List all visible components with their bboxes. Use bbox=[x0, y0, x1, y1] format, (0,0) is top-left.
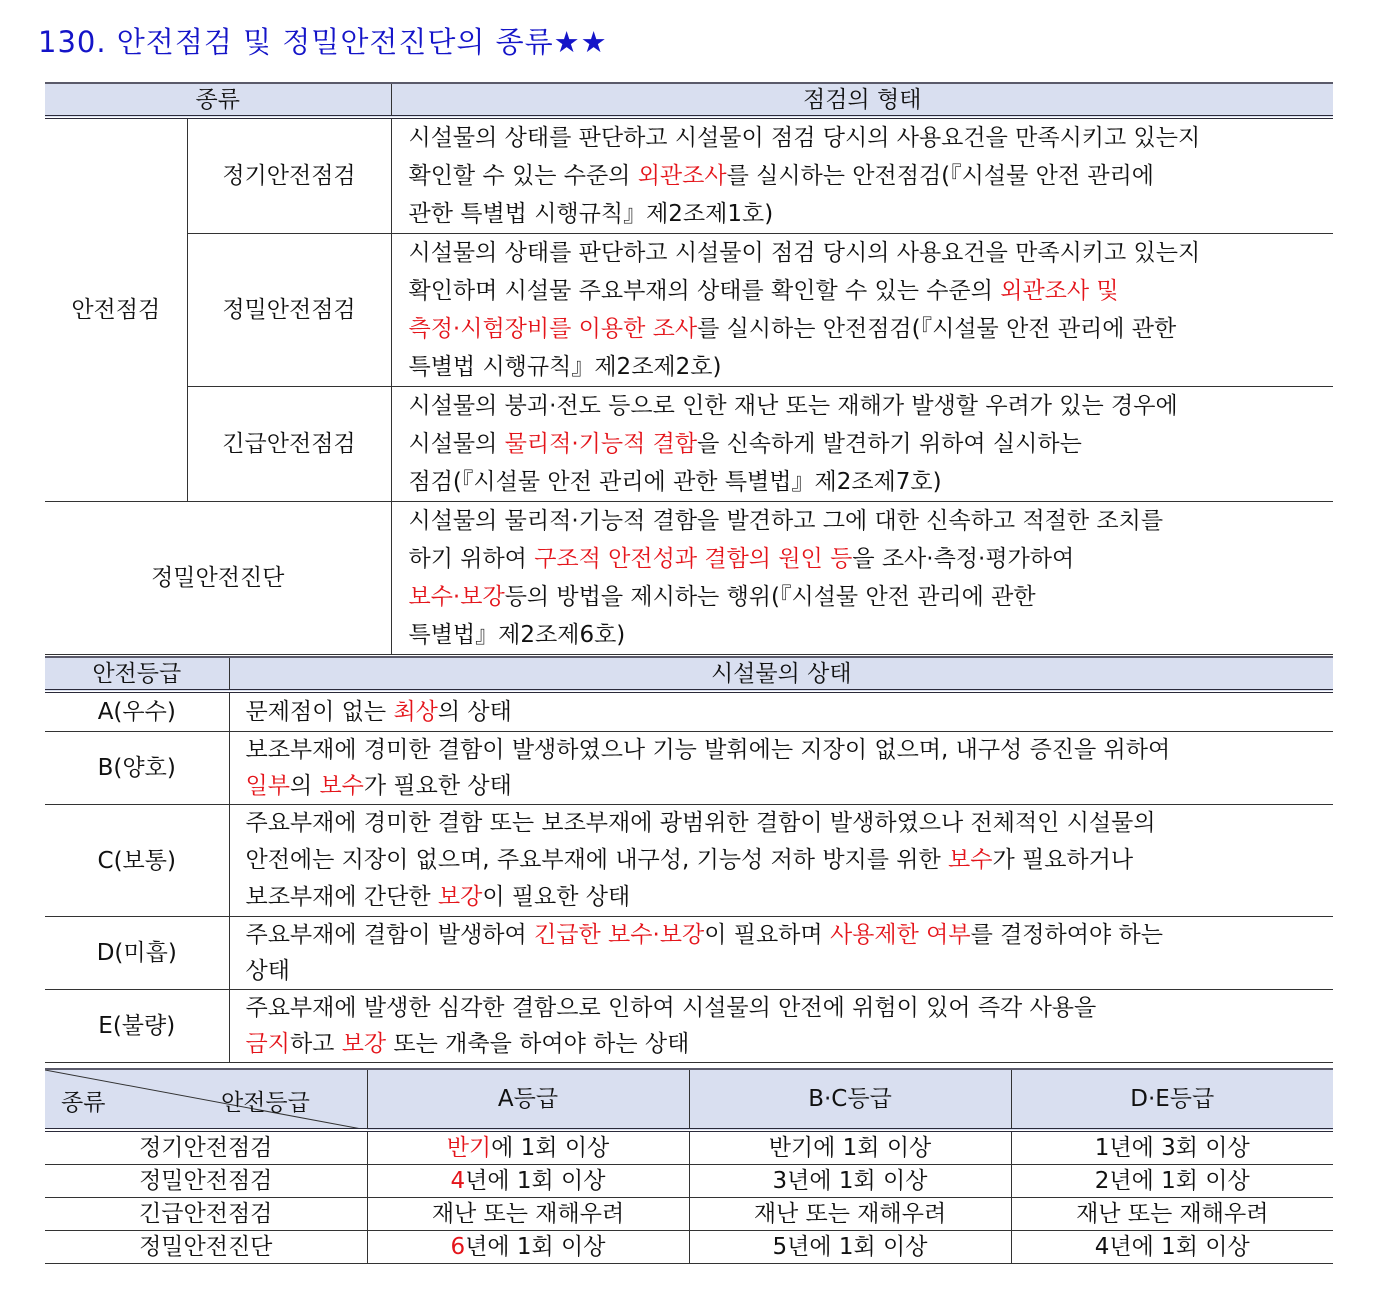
text-line bbox=[409, 348, 1320, 386]
text-line bbox=[246, 768, 1320, 804]
type-name: 정밀안전점검 bbox=[187, 234, 391, 387]
table-row bbox=[45, 732, 1333, 805]
text-run: 이 필요한 상태 bbox=[482, 884, 631, 910]
corner-header bbox=[45, 1069, 367, 1130]
frequency-cell bbox=[689, 1130, 1011, 1165]
text-line bbox=[246, 805, 1320, 842]
text-run: 2년에 1회 이상 bbox=[1094, 1168, 1250, 1194]
table-row bbox=[45, 117, 1333, 234]
text-line bbox=[409, 578, 1320, 616]
text-run: 하고 bbox=[289, 1031, 342, 1057]
text-run: 4년에 1회 이상 bbox=[1094, 1234, 1250, 1260]
col-header-form: 점검의 형태 bbox=[391, 83, 1333, 117]
grade-label: E(불량) bbox=[45, 990, 229, 1063]
row-label: 정밀안전진단 bbox=[45, 1231, 367, 1264]
corner-label-grade: 안전등급 bbox=[221, 1090, 310, 1116]
grade-description bbox=[229, 732, 1333, 805]
text-run: 1년에 3회 이상 bbox=[1094, 1135, 1250, 1161]
text-run: 시설물의 붕괴·전도 등으로 인한 재난 또는 재해가 발생할 우려가 있는 경우에 bbox=[408, 393, 1178, 419]
text-run: 3년에 1회 이상 bbox=[772, 1168, 928, 1194]
col-header-grade: 안전등급 bbox=[45, 657, 229, 691]
text-run: 보조부재에 경미한 결함이 발생하였으나 기능 발휘에는 지장이 없으며, 내구성 증진을 위하여 bbox=[245, 737, 1171, 763]
text-run: 에 1회 이상 bbox=[491, 1135, 610, 1161]
text-run: 이 필요하며 bbox=[704, 922, 830, 948]
text-run: 재난 또는 재해우려 bbox=[1076, 1201, 1269, 1227]
text-run: 관한 특별법 시행규칙』제2조제1호) bbox=[408, 201, 774, 227]
text-line bbox=[409, 425, 1320, 463]
grade-label: A(우수) bbox=[45, 691, 229, 732]
col-header-type: 종류 bbox=[45, 83, 391, 117]
col-header-de: D·E등급 bbox=[1011, 1069, 1333, 1130]
text-run: 하기 위하여 bbox=[408, 546, 535, 572]
inspection-frequency-table bbox=[45, 1068, 1333, 1264]
text-run: 의 상태 bbox=[437, 699, 512, 725]
text-run: 년에 1회 이상 bbox=[465, 1234, 606, 1260]
text-run: 을 조사·측정·평가하여 bbox=[852, 546, 1075, 572]
text-line bbox=[246, 879, 1320, 916]
text-run: 보조부재에 간단한 bbox=[245, 884, 438, 910]
highlight-text: 보강 bbox=[341, 1031, 387, 1057]
text-line bbox=[246, 990, 1320, 1026]
table-row bbox=[45, 1165, 1333, 1198]
grade-description bbox=[229, 917, 1333, 990]
text-run: 등의 방법을 제시하는 행위(『시설물 안전 관리에 관한 bbox=[504, 584, 1036, 610]
text-run: 또는 개축을 하여야 하는 상태 bbox=[386, 1031, 690, 1057]
text-run: 가 필요하거나 bbox=[992, 847, 1134, 873]
text-line bbox=[409, 195, 1320, 233]
row-label: 긴급안전점검 bbox=[45, 1198, 367, 1231]
col-header-bc: B·C등급 bbox=[689, 1069, 1011, 1130]
text-run: 주요부재에 발생한 심각한 결함으로 인하여 시설물의 안전에 위험이 있어 즉각 사용을 bbox=[245, 995, 1097, 1021]
highlight-text: 측정·시험장비를 이용한 조사 bbox=[408, 316, 698, 342]
highlight-text: 4 bbox=[450, 1168, 466, 1194]
text-run: 5년에 1회 이상 bbox=[772, 1234, 928, 1260]
text-run: 특별법 시행규칙』제2조제2호) bbox=[408, 354, 722, 380]
text-line bbox=[409, 387, 1320, 425]
text-line bbox=[246, 697, 1320, 727]
text-run: 상태 bbox=[245, 958, 290, 984]
text-line bbox=[246, 842, 1320, 879]
text-line bbox=[246, 732, 1320, 768]
grade-description bbox=[229, 691, 1333, 732]
highlight-text: 보수·보강 bbox=[408, 584, 505, 610]
text-run: 주요부재에 결함이 발생하여 bbox=[245, 922, 535, 948]
table-row bbox=[45, 805, 1333, 917]
frequency-cell bbox=[689, 1198, 1011, 1231]
type-description bbox=[391, 502, 1333, 655]
text-run: 를 실시하는 안전점검(『시설물 안전 관리에 관한 bbox=[697, 316, 1177, 342]
highlight-text: 금지 bbox=[245, 1031, 290, 1057]
table-row bbox=[45, 1198, 1333, 1231]
row-label: 정밀안전점검 bbox=[45, 1165, 367, 1198]
text-run: 가 필요한 상태 bbox=[363, 773, 512, 799]
text-line bbox=[246, 917, 1320, 953]
frequency-cell bbox=[1011, 1165, 1333, 1198]
type-description bbox=[391, 387, 1333, 502]
type-name: 긴급안전점검 bbox=[187, 387, 391, 502]
type-description bbox=[391, 117, 1333, 234]
text-line bbox=[409, 234, 1320, 272]
text-line bbox=[409, 540, 1320, 578]
safety-grade-table bbox=[45, 656, 1333, 1063]
frequency-cell bbox=[689, 1231, 1011, 1264]
table-row bbox=[45, 691, 1333, 732]
text-run: 년에 1회 이상 bbox=[465, 1168, 606, 1194]
corner-label-type: 종류 bbox=[61, 1090, 106, 1116]
text-run: 재난 또는 재해우려 bbox=[753, 1201, 947, 1227]
page-title: 130. 안전점검 및 정밀안전진단의 종류★★ bbox=[38, 25, 608, 59]
highlight-text: 구조적 안전성과 결함의 원인 등 bbox=[534, 546, 853, 572]
text-line bbox=[409, 119, 1320, 157]
frequency-cell bbox=[1011, 1130, 1333, 1165]
text-run: 시설물의 상태를 판단하고 시설물이 점검 당시의 사용요건을 만족시키고 있는지 bbox=[408, 125, 1201, 151]
table-row bbox=[45, 990, 1333, 1063]
frequency-cell bbox=[689, 1165, 1011, 1198]
table-row bbox=[45, 234, 1333, 387]
text-line bbox=[409, 463, 1320, 501]
grade-description bbox=[229, 805, 1333, 917]
text-run: 반기에 1회 이상 bbox=[768, 1135, 932, 1161]
group-label: 안전점검 bbox=[45, 117, 187, 502]
highlight-text: 물리적·기능적 결함 bbox=[504, 431, 698, 457]
col-header-a: A등급 bbox=[367, 1069, 689, 1130]
highlight-text: 일부 bbox=[245, 773, 290, 799]
table-row bbox=[45, 502, 1333, 655]
col-header-state: 시설물의 상태 bbox=[229, 657, 1333, 691]
text-run: 시설물의 상태를 판단하고 시설물이 점검 당시의 사용요건을 만족시키고 있는지 bbox=[408, 240, 1201, 266]
highlight-text: 긴급한 보수·보강 bbox=[534, 922, 705, 948]
text-line bbox=[246, 1026, 1320, 1062]
text-line bbox=[246, 953, 1320, 989]
text-run: 를 결정하여야 하는 bbox=[970, 922, 1163, 948]
type-name: 정기안전점검 bbox=[187, 117, 391, 234]
row-label: 정기안전점검 bbox=[45, 1130, 367, 1165]
grade-label: D(미흡) bbox=[45, 917, 229, 990]
highlight-text: 보수 bbox=[319, 773, 364, 799]
text-run: 안전에는 지장이 없으며, 주요부재에 내구성, 기능성 저하 방지를 위한 bbox=[245, 847, 949, 873]
frequency-cell bbox=[1011, 1198, 1333, 1231]
frequency-cell bbox=[367, 1198, 689, 1231]
text-run: 의 bbox=[289, 773, 320, 799]
type-name: 정밀안전진단 bbox=[45, 502, 391, 655]
type-description bbox=[391, 234, 1333, 387]
text-run: 시설물의 물리적·기능적 결함을 발견하고 그에 대한 신속하고 적절한 조치를 bbox=[408, 508, 1164, 534]
text-line bbox=[409, 616, 1320, 654]
text-run: 점검(『시설물 안전 관리에 관한 특별법』제2조제7호) bbox=[408, 469, 942, 495]
table-row bbox=[45, 1231, 1333, 1264]
highlight-text: 6 bbox=[450, 1234, 466, 1260]
inspection-types-table bbox=[45, 82, 1333, 655]
frequency-cell bbox=[367, 1231, 689, 1264]
highlight-text: 최상 bbox=[393, 699, 438, 725]
text-run: 특별법』제2조제6호) bbox=[408, 622, 626, 648]
table-row bbox=[45, 387, 1333, 502]
text-run: 를 실시하는 안전점검(『시설물 안전 관리에 bbox=[726, 163, 1155, 189]
text-run: 재난 또는 재해우려 bbox=[431, 1201, 625, 1227]
text-line bbox=[409, 310, 1320, 348]
text-run: 확인할 수 있는 수준의 bbox=[408, 163, 638, 189]
frequency-cell bbox=[367, 1165, 689, 1198]
table-row bbox=[45, 917, 1333, 990]
text-line bbox=[409, 157, 1320, 195]
highlight-text: 보수 bbox=[948, 847, 993, 873]
table-row bbox=[45, 1130, 1333, 1165]
grade-label: C(보통) bbox=[45, 805, 229, 917]
highlight-text: 외관조사 bbox=[637, 163, 727, 189]
highlight-text: 사용제한 여부 bbox=[829, 922, 971, 948]
text-run: 을 신속하게 발견하기 위하여 실시하는 bbox=[697, 431, 1082, 457]
frequency-cell bbox=[367, 1130, 689, 1165]
highlight-text: 반기 bbox=[446, 1135, 492, 1161]
highlight-text: 외관조사 및 bbox=[1000, 278, 1119, 304]
text-run: 확인하며 시설물 주요부재의 상태를 확인할 수 있는 수준의 bbox=[408, 278, 1001, 304]
text-run: 문제점이 없는 bbox=[245, 699, 394, 725]
text-run: 시설물의 bbox=[408, 431, 505, 457]
highlight-text: 보강 bbox=[437, 884, 483, 910]
grade-description bbox=[229, 990, 1333, 1063]
text-line bbox=[409, 272, 1320, 310]
text-line bbox=[409, 502, 1320, 540]
frequency-cell bbox=[1011, 1231, 1333, 1264]
text-run: 주요부재에 경미한 결함 또는 보조부재에 광범위한 결함이 발생하였으나 전체적인 시설물의 bbox=[245, 810, 1156, 836]
grade-label: B(양호) bbox=[45, 732, 229, 805]
